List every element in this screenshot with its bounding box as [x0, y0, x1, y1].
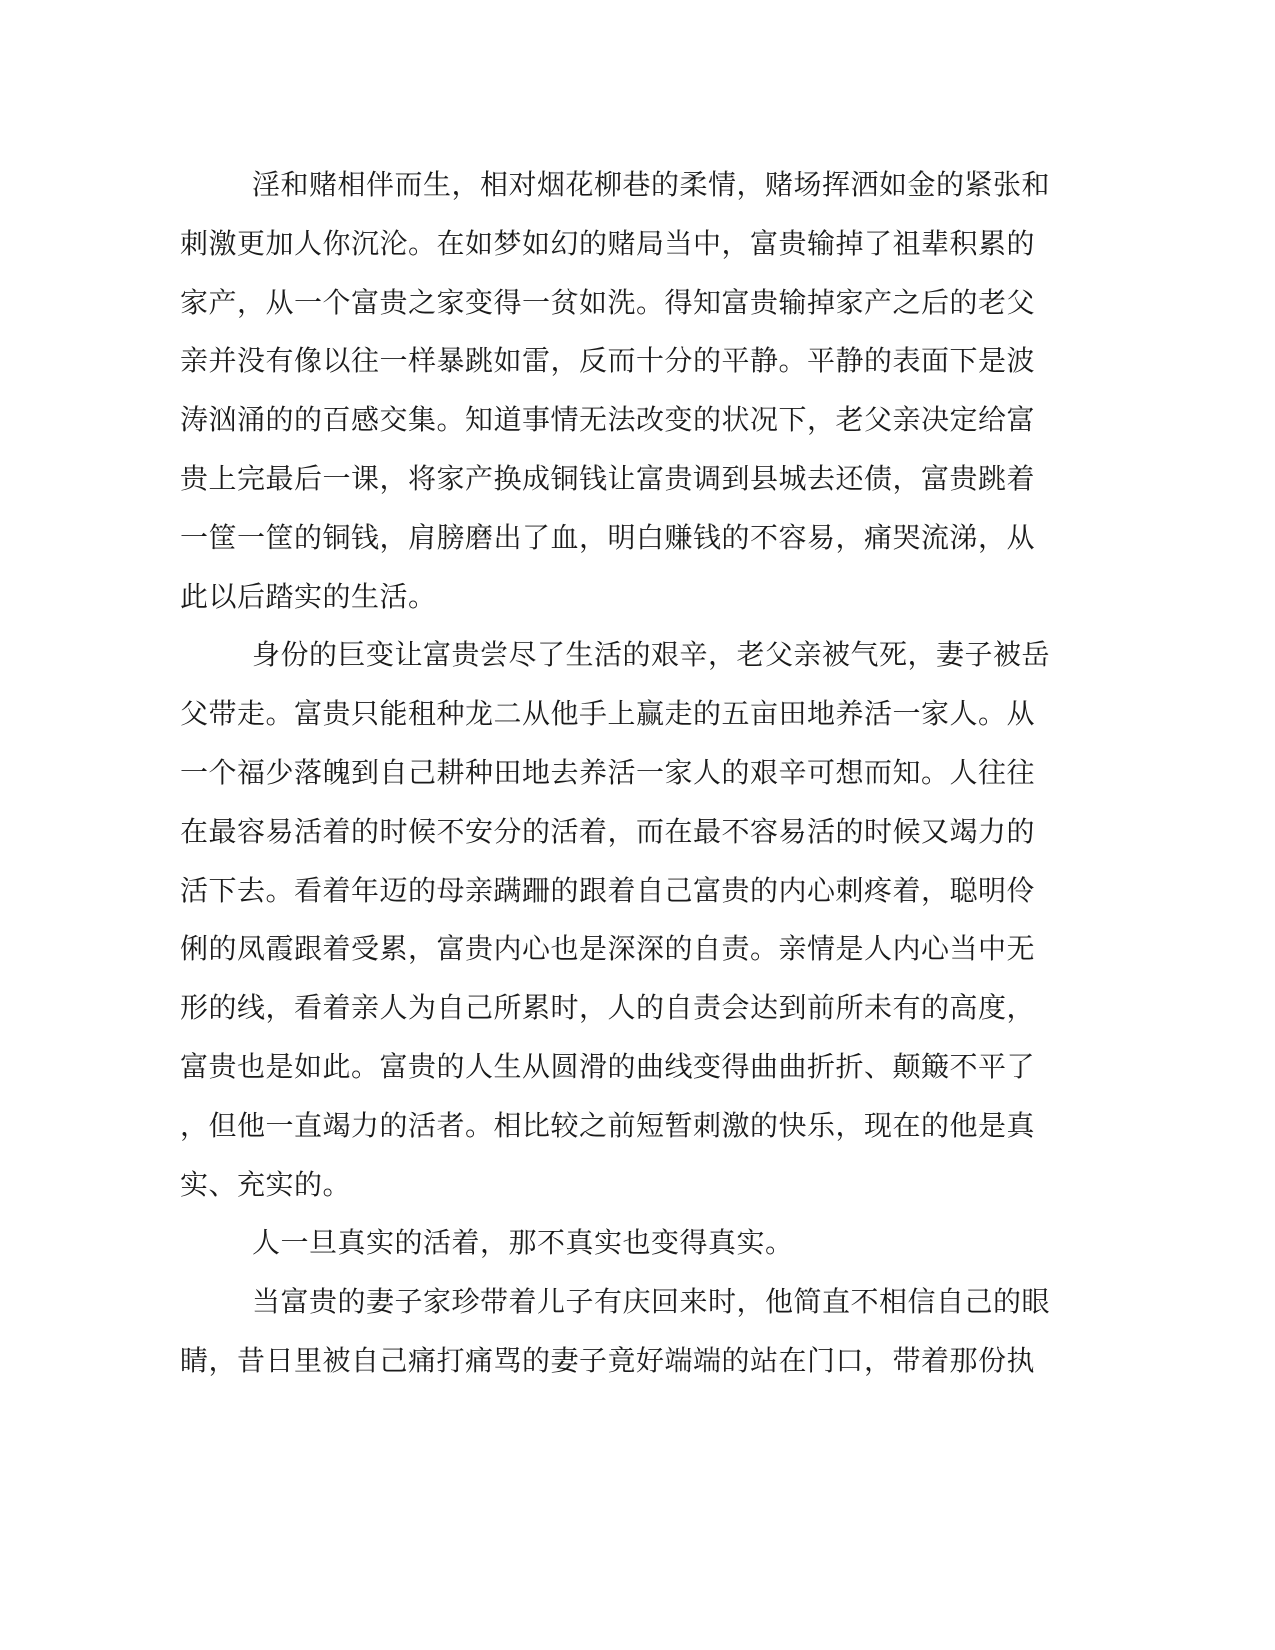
text-line: ，但他一直竭力的活者。相比较之前短暂刺激的快乐，现在的他是真: [180, 1108, 1036, 1142]
text-line: 当富贵的妻子家珍带着儿子有庆回来时，他简直不相信自己的眼: [252, 1285, 1051, 1319]
text-line: 刺激更加人你沉沦。在如梦如幻的赌局当中，富贵输掉了祖辈积累的: [180, 226, 1036, 260]
text-line: 淫和赌相伴而生，相对烟花柳巷的柔情，赌场挥洒如金的紧张和: [252, 168, 1051, 201]
text-line: 身份的巨变让富贵尝尽了生活的艰辛，老父亲被气死，妻子被岳: [252, 638, 1051, 672]
text-line: 人一旦真实的活着，那不真实也变得真实。: [252, 1226, 794, 1260]
text-line: 亲并没有像以往一样暴跳如雷，反而十分的平静。平静的表面下是波: [180, 344, 1036, 378]
text-line: 富贵也是如此。富贵的人生从圆滑的曲线变得曲曲折折、颠簸不平了: [180, 1049, 1036, 1083]
text-line: 一个福少落魄到自己耕种田地去养活一家人的艰辛可想而知。人往往: [180, 755, 1036, 789]
text-line: 在最容易活着的时候不安分的活着，而在最不容易活的时候又竭力的: [180, 814, 1036, 848]
text-line: 实、充实的。: [180, 1167, 352, 1201]
text-line: 贵上完最后一课，将家产换成铜钱让富贵调到县城去还债，富贵跳着: [180, 461, 1036, 495]
text-line: 活下去。看着年迈的母亲蹒跚的跟着自己富贵的内心刺疼着，聪明伶: [180, 873, 1036, 907]
body-text: [180, 156, 1051, 1391]
text-line: 一筐一筐的铜钱，肩膀磨出了血，明白赚钱的不容易，痛哭流涕，从: [180, 520, 1036, 554]
text-line: 俐的凤霞跟着受累，富贵内心也是深深的自责。亲情是人内心当中无: [180, 932, 1036, 966]
text-line: 家产，从一个富贵之家变得一贫如洗。得知富贵输掉家产之后的老父: [180, 285, 1036, 319]
text-line: 父带走。富贵只能租种龙二从他手上赢走的五亩田地养活一家人。从: [180, 697, 1036, 731]
text-line: 此以后踏实的生活。: [180, 579, 437, 613]
text-line: 睛，昔日里被自己痛打痛骂的妻子竟好端端的站在门口，带着那份执: [180, 1343, 1036, 1377]
text-line: 形的线，看着亲人为自己所累时，人的自责会达到前所未有的高度，: [180, 991, 1036, 1025]
text-line: 涛汹涌的的百感交集。知道事情无法改变的状况下，老父亲决定给富: [180, 403, 1036, 437]
